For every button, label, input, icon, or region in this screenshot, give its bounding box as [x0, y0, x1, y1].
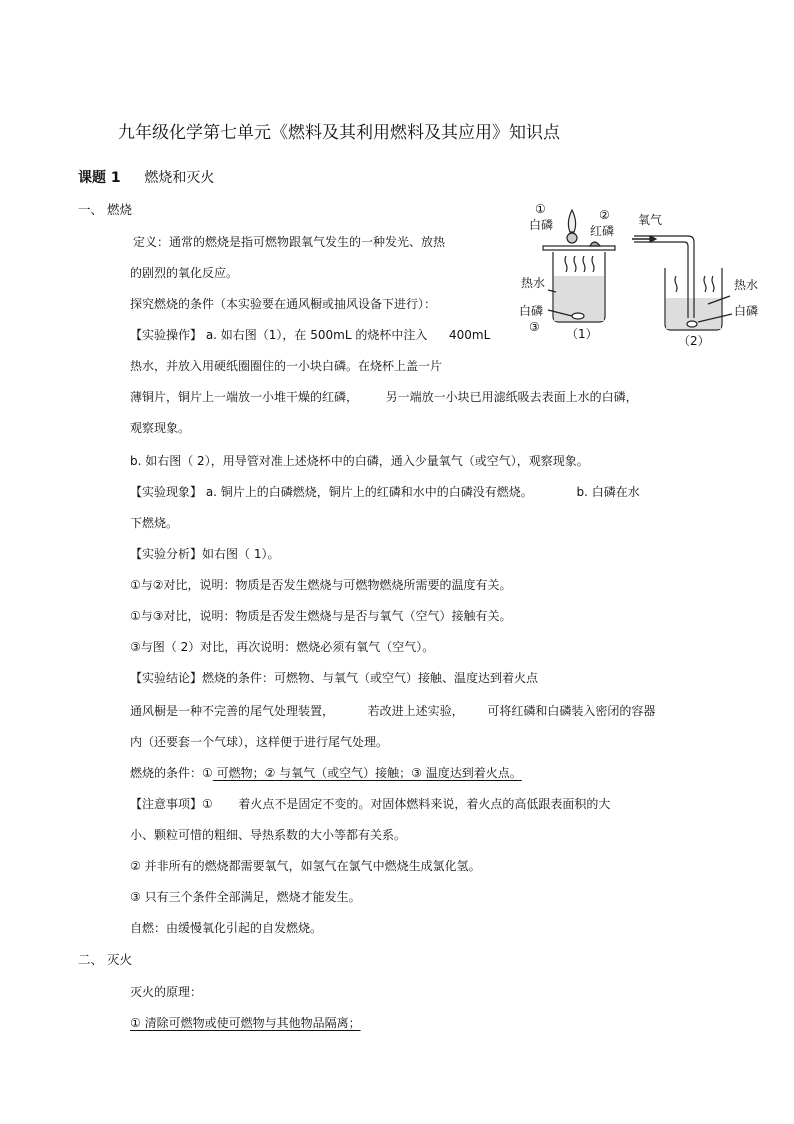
explore-conditions: 探究燃烧的条件（本实验要在通风橱或抽风设备下进行）： [130, 297, 437, 311]
copper-plate [543, 246, 615, 250]
page-title: 九年级化学第七单元《燃料及其利用燃料及其应用》知识点 [118, 123, 560, 143]
phenomenon-b: b. 白磷在水 [576, 485, 640, 499]
section-2-heading: 二、 灭火 [78, 952, 132, 967]
condition-1: 可燃物；② [212, 766, 276, 780]
phenomenon-a: 【实验现象】 a. 铜片上的白磷燃烧，铜片上的红磷和水中的白磷没有燃烧。 [130, 485, 533, 499]
phenomenon-line-2: 下燃烧。 [130, 516, 179, 530]
notes-line-3: ② 并非所有的燃烧都需要氧气，如氢气在氯气中燃烧生成氯化氢。 [130, 859, 481, 873]
hood-text-b: 若改进上述实验， [367, 704, 464, 718]
fig1-label-hot-water: 热水 [521, 276, 546, 290]
notes-line-2: 小、颗粒可惜的粗细、导热系数的大小等都有关系。 [130, 828, 407, 842]
operation-line-2: 热水，并放入用硬纸圈圈住的一小块白磷。在烧杯上盖一片 [130, 359, 443, 373]
analysis-2: ①与③对比，说明：物质是否发生燃烧与是否与氧气（空气）接触有关。 [130, 609, 512, 623]
analysis-3: ③与图（ 2）对比，再次说明：燃烧必须有氧气（空气）。 [130, 640, 435, 654]
notes-line-4: ③ 只有三个条件全部满足，燃烧才能发生。 [130, 890, 361, 904]
steam-line [583, 256, 585, 272]
hood-text-a: 通风橱是一种不完善的尾气处理装置， [130, 704, 335, 718]
fig2-caption: （2） [678, 334, 710, 348]
analysis-1: ①与②对比，说明：物质是否发生燃烧与可燃物燃烧所需要的温度有关。 [130, 578, 512, 592]
operation-line-5: b. 如右图（ 2），用导管对准上述烧杯中的白磷，通入少量氧气（或空气），观察现象。 [130, 454, 589, 468]
white-phosphorus-2 [687, 321, 697, 327]
operation-line-4: 观察现象。 [130, 421, 191, 435]
steam-line [675, 276, 677, 292]
condition-3: 温度达到着火点。 [421, 766, 522, 780]
notes-label: 【注意事项】① [130, 797, 213, 811]
fig1-label-3: ③ [529, 320, 540, 334]
red-phosphorus [590, 242, 600, 246]
lesson-name: 燃烧和灭火 [144, 170, 215, 186]
fig1-caption: （1） [566, 327, 598, 341]
spontaneous-combustion: 自燃：由缓慢氧化引起的自发燃烧。 [130, 921, 323, 935]
steam-line [592, 256, 594, 272]
fig2-label-oxygen: 氧气 [638, 213, 663, 227]
hood-line-2: 内（还要套一个气球），这样便于进行尾气处理。 [130, 735, 389, 749]
conclusion: 【实验结论】燃烧的条件：可燃物、与氧气（或空气）接触、温度达到着火点 [130, 671, 539, 685]
fig2-label-white-p: 白磷 [734, 304, 759, 318]
steam-line [574, 256, 576, 272]
operation-text-b: 400mL [449, 328, 491, 342]
white-phosphorus-water [572, 313, 584, 319]
figure-2 [632, 236, 732, 330]
fig1-label-1: ① [535, 202, 546, 216]
fig2-label-hot-water: 热水 [734, 278, 759, 292]
fig1-label-white-p-top: 白磷 [529, 218, 554, 232]
operation-text-3a: 薄铜片，铜片上一端放一小堆干燥的红磷， [130, 390, 359, 404]
lesson-number: 课题 1 [78, 170, 121, 186]
steam-line [712, 276, 714, 292]
fig1-label-white-p-bottom: 白磷 [519, 304, 544, 318]
extinguish-principle: 灭火的原理： [130, 985, 203, 999]
operation-text-a: 【实验操作】 a. 如右图（1），在 500mL 的烧杯中注入 [130, 328, 428, 342]
hood-text-c: 可将红磷和白磷装入密闭的容器 [487, 704, 656, 718]
steam-line [565, 256, 567, 272]
white-phosphorus-burning [567, 233, 577, 243]
fig1-label-2: ② [599, 208, 610, 222]
notes-text-1: 着火点不是固定不变的。对固体燃料来说，着火点的高低跟表面积的大 [238, 797, 611, 811]
conditions-label: 燃烧的条件：① [130, 766, 213, 780]
flame-icon [568, 210, 575, 232]
fig1-label-red-p: 红磷 [590, 224, 615, 238]
steam-line [704, 276, 706, 292]
arrow-head-icon [650, 236, 656, 242]
condition-2: 与氧气（或空气）接触；③ [275, 766, 422, 780]
analysis-heading: 【实验分析】如右图（ 1）。 [130, 547, 280, 561]
section-1-heading: 一、 燃烧 [78, 202, 132, 217]
definition-line-1: 定义：通常的燃烧是指可燃物跟氧气发生的一种发光、放热 [133, 235, 446, 249]
operation-text-3b: 另一端放一小块已用滤纸吸去表面上水的白磷， [385, 390, 638, 404]
definition-line-2: 的剧烈的氧化反应。 [130, 266, 239, 280]
extinguish-item-1: ① 清除可燃物或使可燃物与其他物品隔离； [130, 1016, 361, 1030]
